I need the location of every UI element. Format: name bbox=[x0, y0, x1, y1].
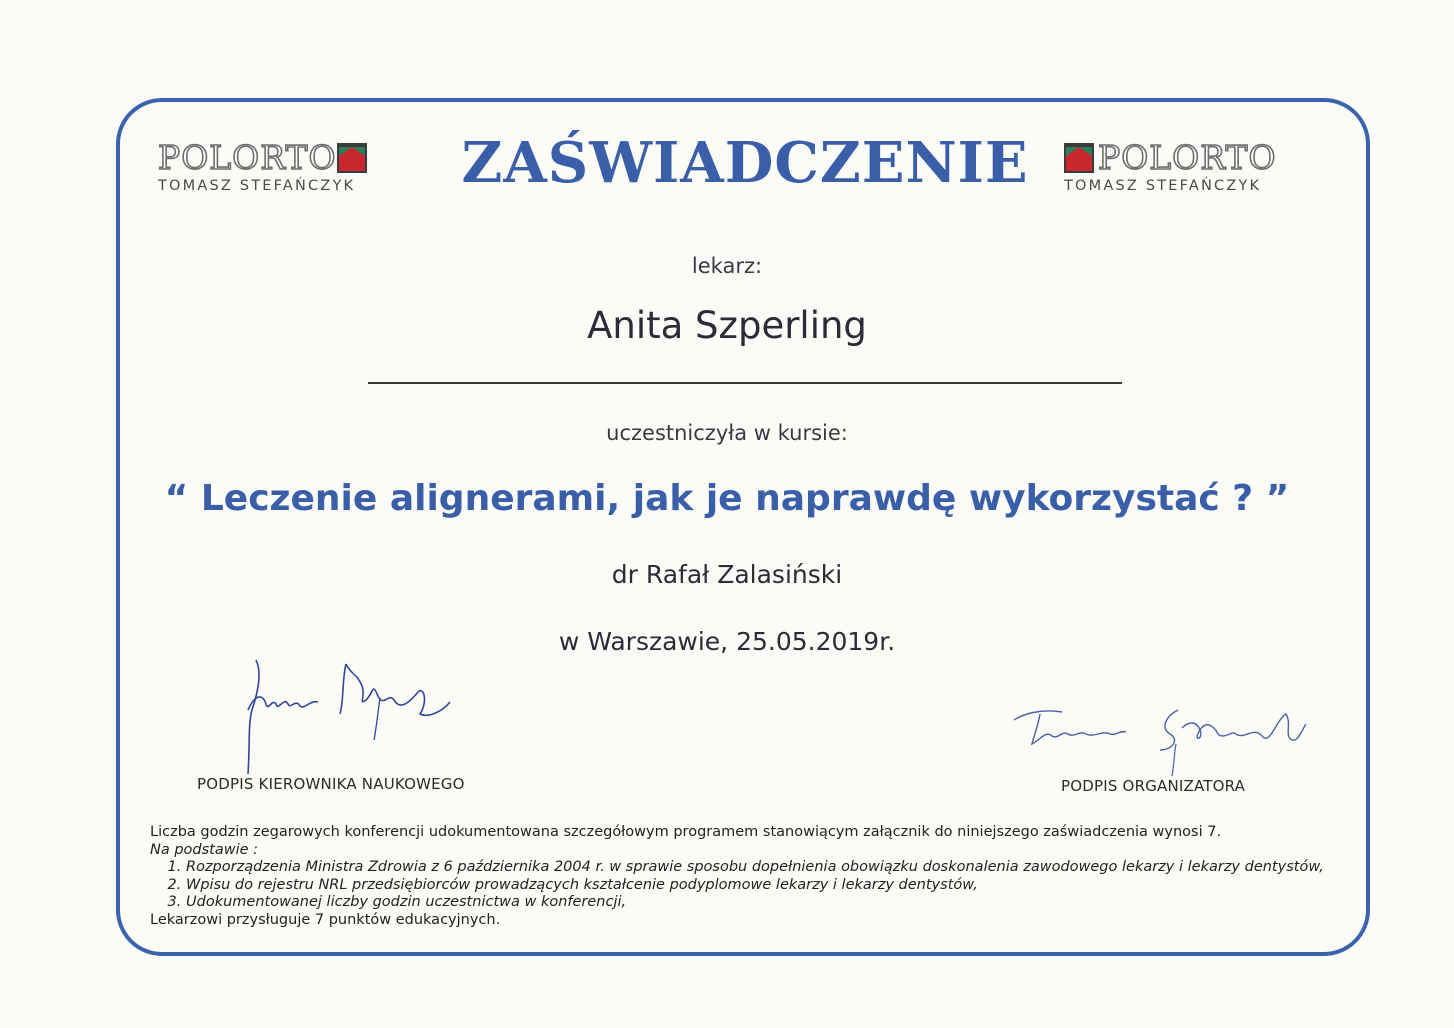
signature-label-right: PODPIS ORGANIZATORA bbox=[1061, 777, 1246, 795]
footer-basis-list bbox=[150, 859, 1340, 912]
recipient-label: lekarz: bbox=[691, 254, 763, 278]
logo-wordmark: POLORTO bbox=[158, 138, 337, 177]
lecturer-name: dr Rafał Zalasiński bbox=[611, 560, 843, 589]
course-title: “ Leczenie alignerami, jak je naprawdę wykorzystać ? ” bbox=[164, 478, 1290, 519]
logo-right bbox=[1064, 140, 1334, 194]
signature-label-left: PODPIS KIEROWNIKA NAUKOWEGO bbox=[197, 775, 465, 793]
signature-organizer bbox=[1010, 700, 1310, 780]
footer-basis: Na podstawie : bbox=[150, 841, 259, 858]
logo-mark-icon bbox=[1064, 143, 1094, 173]
logo-mark-icon bbox=[337, 143, 367, 173]
signature-scientific-director bbox=[228, 652, 468, 782]
certificate-title: ZAŚWIADCZENIE bbox=[461, 130, 1029, 196]
list-item: 1. Rozporządzenia Ministra Zdrowia z 6 października 2004 r. w sprawie sposobu dopełnienia obowiązku doskonalenia zawodowego lekarzy i lekarzy dentystów, bbox=[186, 859, 1340, 877]
recipient-name: Anita Szperling bbox=[587, 304, 867, 347]
logo-subtitle: TOMASZ STEFAŃCZYK bbox=[1064, 178, 1262, 194]
place-date: w Warszawie, 25.05.2019r. bbox=[558, 627, 896, 656]
footer-points: Lekarzowi przysługuje 7 punktów edukacyjnych. bbox=[150, 911, 501, 928]
logo-wordmark: POLORTO bbox=[1098, 138, 1277, 177]
footer-hours: Liczba godzin zegarowych konferencji udokumentowana szczegółowym programem stanowiącym załącznik do niniejszego zaświadczenia wynosi 7. bbox=[150, 824, 1222, 840]
logo-subtitle: TOMASZ STEFAŃCZYK bbox=[158, 178, 356, 194]
list-item: 3. Udokumentowanej liczby godzin uczestnictwa w konferencji, bbox=[186, 894, 1340, 912]
course-label: uczestniczyła w kursie: bbox=[606, 421, 848, 445]
list-item: 2. Wpisu do rejestru NRL przedsiębiorców prowadzących kształcenie podyplomowe lekarzy i lekarzy dentystów, bbox=[186, 877, 1340, 895]
footer-notes bbox=[150, 824, 1340, 929]
logo-left bbox=[158, 140, 428, 194]
name-underline bbox=[368, 382, 1122, 384]
